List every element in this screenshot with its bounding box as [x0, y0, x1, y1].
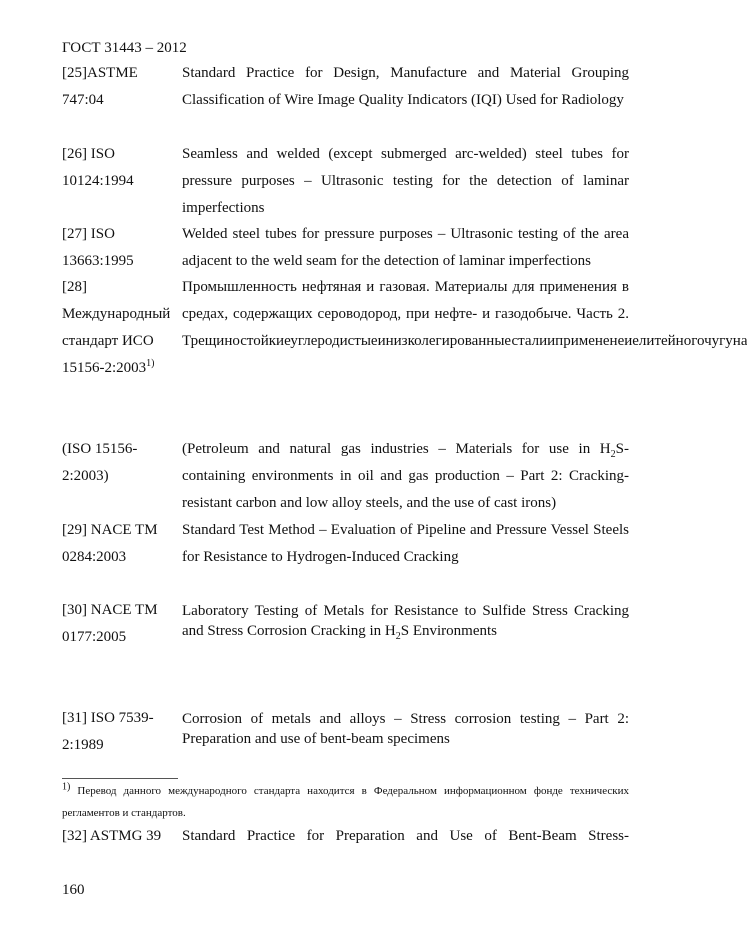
footnote-divider	[62, 778, 178, 779]
reference-id-text: [28] Международный стандарт ИСО 15156-2:2003	[62, 279, 171, 376]
footnote-marker: 1)	[62, 781, 71, 793]
reference-id: [32] ASTMG 39	[62, 828, 162, 844]
reference-title	[182, 436, 629, 517]
reference-id: [31] ISO 7539-2:1989	[62, 710, 154, 753]
reference-title: Standard Test Method – Evaluation of Pipeline and Pressure Vessel Steels for Resistance to Hydrogen-Induced Cracking	[182, 522, 629, 565]
subscript: 2	[610, 449, 616, 460]
reference-id: (ISO 15156-2:2003)	[62, 441, 138, 484]
footnote	[62, 780, 629, 824]
title-part: Laboratory Testing of Metals for Resistance to Sulfide Stress Cracking and Stress Corrosion Cracking in H	[182, 603, 629, 639]
reference-id	[62, 274, 174, 382]
document-header: ГОСТ 31443 – 2012	[62, 40, 187, 56]
footnote-text: Перевод данного международного стандарта находится в Федеральном информационном фонде технических регламентов и стандартов.	[62, 785, 629, 819]
reference-title: Standard Practice for Design, Manufacture and Material Grouping Classification of Wire Image Quality Indicators (IQI) Used for Radiology	[182, 65, 629, 108]
reference-title: Standard Practice for Preparation and Use of Bent-Beam Stress-	[182, 828, 629, 844]
subscript: 2	[395, 631, 401, 642]
title-part: (Petroleum and natural gas industries – Materials for use in H	[182, 441, 611, 457]
title-part: S-containing environments in oil and gas production – Part 2: Cracking-resistant carbon and low alloy steels, and the use of cast irons)	[182, 441, 629, 511]
reference-title	[182, 601, 629, 641]
reference-id: [25]ASTME 747:04	[62, 65, 138, 108]
title-part: S Environments	[400, 623, 497, 639]
page-number: 160	[62, 882, 85, 898]
reference-id: [26] ISO 10124:1994	[62, 146, 134, 189]
reference-title: Промышленность нефтяная и газовая. Материалы для применения в средах, содержащих сероводород, при нефте- и газодобыче. Часть 2. Трещиностойкиеуглеродистыеинизколегированныесталиипримененеиелитейногочугуна	[182, 279, 747, 349]
reference-title: Corrosion of metals and alloys – Stress corrosion testing – Part 2: Preparation and use of bent-beam specimens	[182, 711, 629, 747]
reference-id: [30] NACE TM 0177:2005	[62, 602, 158, 645]
footnote-marker: 1)	[146, 358, 155, 369]
reference-title: Welded steel tubes for pressure purposes – Ultrasonic testing of the area adjacent to the weld seam for the detection of laminar imperfections	[182, 226, 629, 269]
reference-title: Seamless and welded (except submerged arc-welded) steel tubes for pressure purposes – Ultrasonic testing for the detection of laminar imperfections	[182, 146, 629, 216]
reference-id: [29] NACE TM 0284:2003	[62, 522, 158, 565]
reference-id: [27] ISO 13663:1995	[62, 226, 134, 269]
